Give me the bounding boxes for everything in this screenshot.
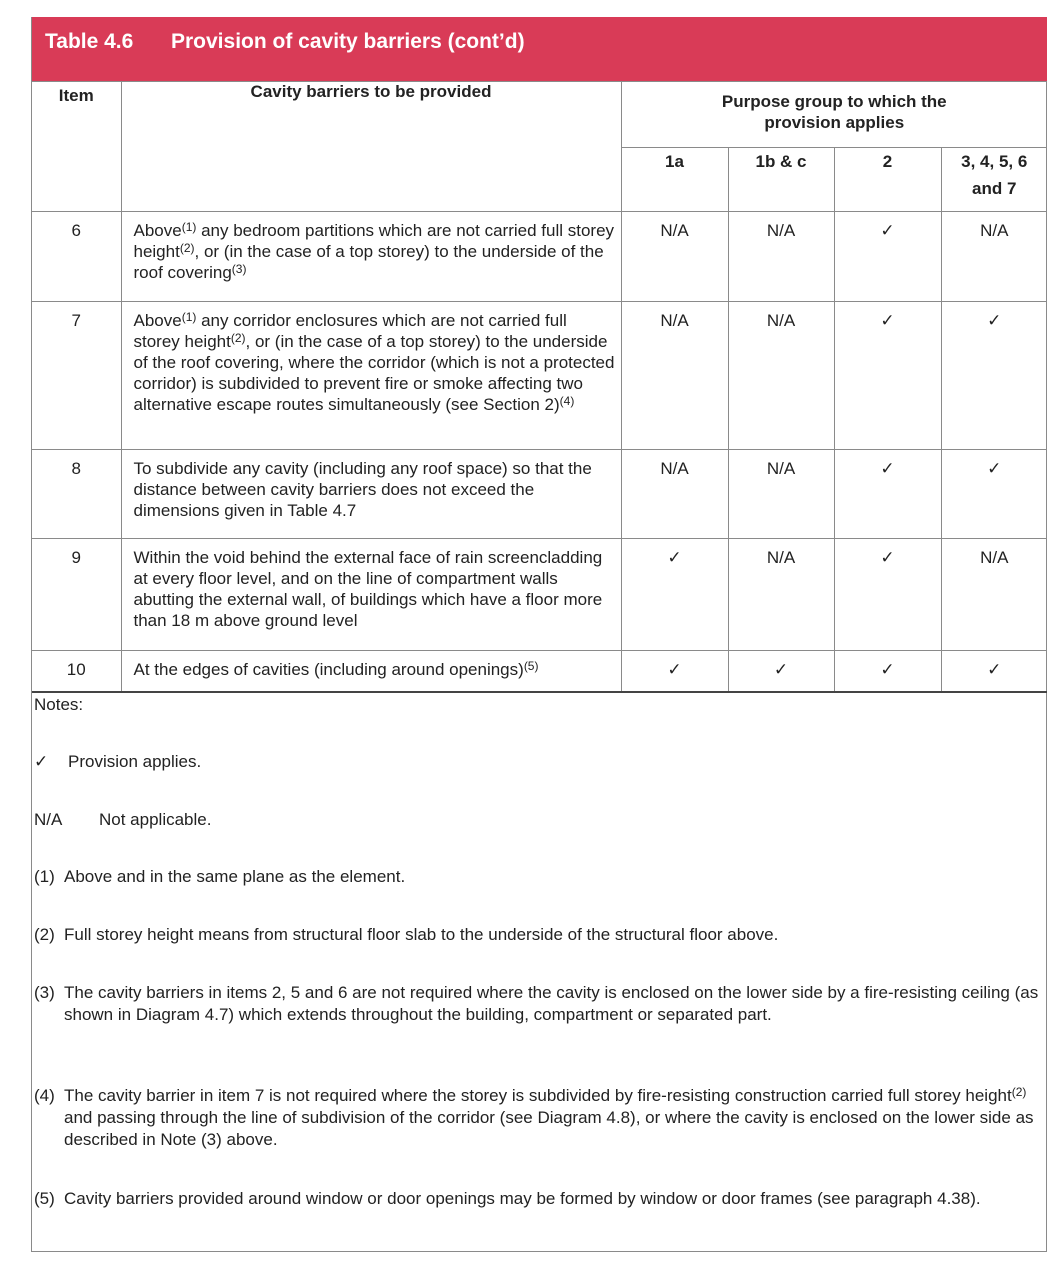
header-purpose-group [621,82,1047,148]
footnote-text [34,866,1039,888]
footnote-text [34,1188,1039,1210]
table-number: Table 4.6 [45,30,134,53]
check-icon: ✓ [834,450,941,539]
description-text: To subdivide any cavity (including any roof space) so that the distance between cavity barriers does not exceed the dimensions given in Table 4.7 [133,459,592,520]
row-description [121,212,621,302]
check-icon: ✓ [941,302,1047,450]
not-applicable-cell: N/A [728,450,834,539]
row-description [121,651,621,692]
row-description [121,450,621,539]
footnote [34,982,1039,1026]
table-row [32,651,1047,692]
footnote-body: Above and in the same plane as the element. [64,867,406,886]
check-icon: ✓ [941,651,1047,692]
footnote-ref: (2) [1011,1085,1027,1099]
footnote-body: and passing through the line of subdivision of the corridor (see Diagram 4.8), or where the cavity is enclosed on the lower side as described in Note (3) above. [64,1108,1034,1149]
not-applicable-cell: N/A [621,302,728,450]
legend-key: N/A [34,810,63,829]
legend-text: Provision applies. [68,752,202,771]
footnote-ref: (4) [559,394,575,408]
footnote-key: (2) [34,925,55,944]
footnote-body: The cavity barrier in item 7 is not required where the storey is subdivided by fire-resisting construction carried full storey height [64,1086,1012,1105]
footnote-key: (3) [34,983,55,1002]
check-icon: ✓ [34,752,49,771]
notes-heading: Notes: [34,695,84,714]
check-icon: ✓ [621,651,728,692]
footnote-text [34,982,1039,1026]
table-row [32,450,1047,539]
row-item-number: 8 [32,450,121,539]
not-applicable-cell: N/A [941,539,1047,651]
table-row [32,539,1047,651]
footnote-ref: (1) [181,310,197,324]
table-row [32,212,1047,302]
description-text: any bedroom partitions which are not carried full storey height [133,221,615,261]
row-item-number: 10 [32,651,121,692]
header-item: Item [32,82,121,212]
not-applicable-cell: N/A [728,212,834,302]
footnote-ref: (2) [179,241,195,255]
footnote-key: (4) [34,1086,55,1105]
table-frame [31,17,1047,1252]
description-text: any corridor enclosures which are not carried full storey height [133,311,567,351]
description-text: , or (in the case of a top storey) to the underside of the roof covering [133,242,604,282]
not-applicable-cell: N/A [941,212,1047,302]
footnote-text [34,1085,1039,1151]
not-applicable-cell: N/A [728,539,834,651]
cavity-barriers-table [32,81,1047,693]
row-item-number: 9 [32,539,121,651]
footnote-text [34,924,1039,946]
footnote-body: The cavity barriers in items 2, 5 and 6 are not required where the cavity is enclosed on the lower side by a fire-resisting ceiling (as shown in Diagram 4.7) which extends throughout the building, compartment or separated part. [64,983,1039,1024]
description-text: At the edges of cavities (including around openings) [133,660,524,679]
footnote-ref: (3) [231,262,247,276]
footnote-body: Full storey height means from structural floor slab to the underside of the structural floor above. [64,925,779,944]
not-applicable-cell: N/A [621,450,728,539]
description-text: Above [133,311,182,330]
row-description [121,539,621,651]
header-purpose-group-text: Purpose group to which the provision applies [721,92,947,132]
footnote-body: Cavity barriers provided around window or door openings may be formed by window or door frames (see paragraph 4.38). [64,1189,981,1208]
header-col-1a: 1a [621,148,728,212]
legend-not-applicable [34,809,334,831]
header-col-1b-c: 1b & c [728,148,834,212]
footnote-ref: (5) [523,659,539,673]
not-applicable-cell: N/A [621,212,728,302]
table-row [32,302,1047,450]
footnote-key: (5) [34,1189,55,1208]
footnote [34,1188,1039,1210]
check-icon: ✓ [834,539,941,651]
check-icon: ✓ [621,539,728,651]
description-text: , or (in the case of a top storey) to the underside of the roof covering, where the corridor (which is not a protected corridor) is subdivided to prevent fire or smoke affecting two alternative escape routes simultaneously (see Section 2) [133,332,615,414]
footnote-key: (1) [34,867,55,886]
check-icon: ✓ [834,651,941,692]
row-description [121,302,621,450]
footnote [34,1085,1039,1151]
description-text: Above [133,221,182,240]
check-icon: ✓ [834,212,941,302]
row-item-number: 7 [32,302,121,450]
header-col-3-7-text: 3, 4, 5, 6 and 7 [961,152,1028,198]
description-text: Within the void behind the external face of rain screencladding at every floor level, and on the line of compartment walls abutting the external wall, of buildings which have a floor more than 18 m above ground level [133,548,603,630]
header-col-2: 2 [834,148,941,212]
header-description: Cavity barriers to be provided [121,82,621,212]
footnote [34,866,1039,888]
legend-text: Not applicable. [99,810,212,829]
check-icon: ✓ [834,302,941,450]
footnote-ref: (2) [230,331,246,345]
row-item-number: 6 [32,212,121,302]
header-col-3-7 [941,148,1047,212]
table-title-bar [32,17,1047,81]
not-applicable-cell: N/A [728,302,834,450]
footnote-ref: (1) [181,220,197,234]
footnote [34,924,1039,946]
legend-provision-applies [34,751,334,773]
check-icon: ✓ [728,651,834,692]
table-title: Provision of cavity barriers (cont’d) [171,30,525,53]
check-icon: ✓ [941,450,1047,539]
